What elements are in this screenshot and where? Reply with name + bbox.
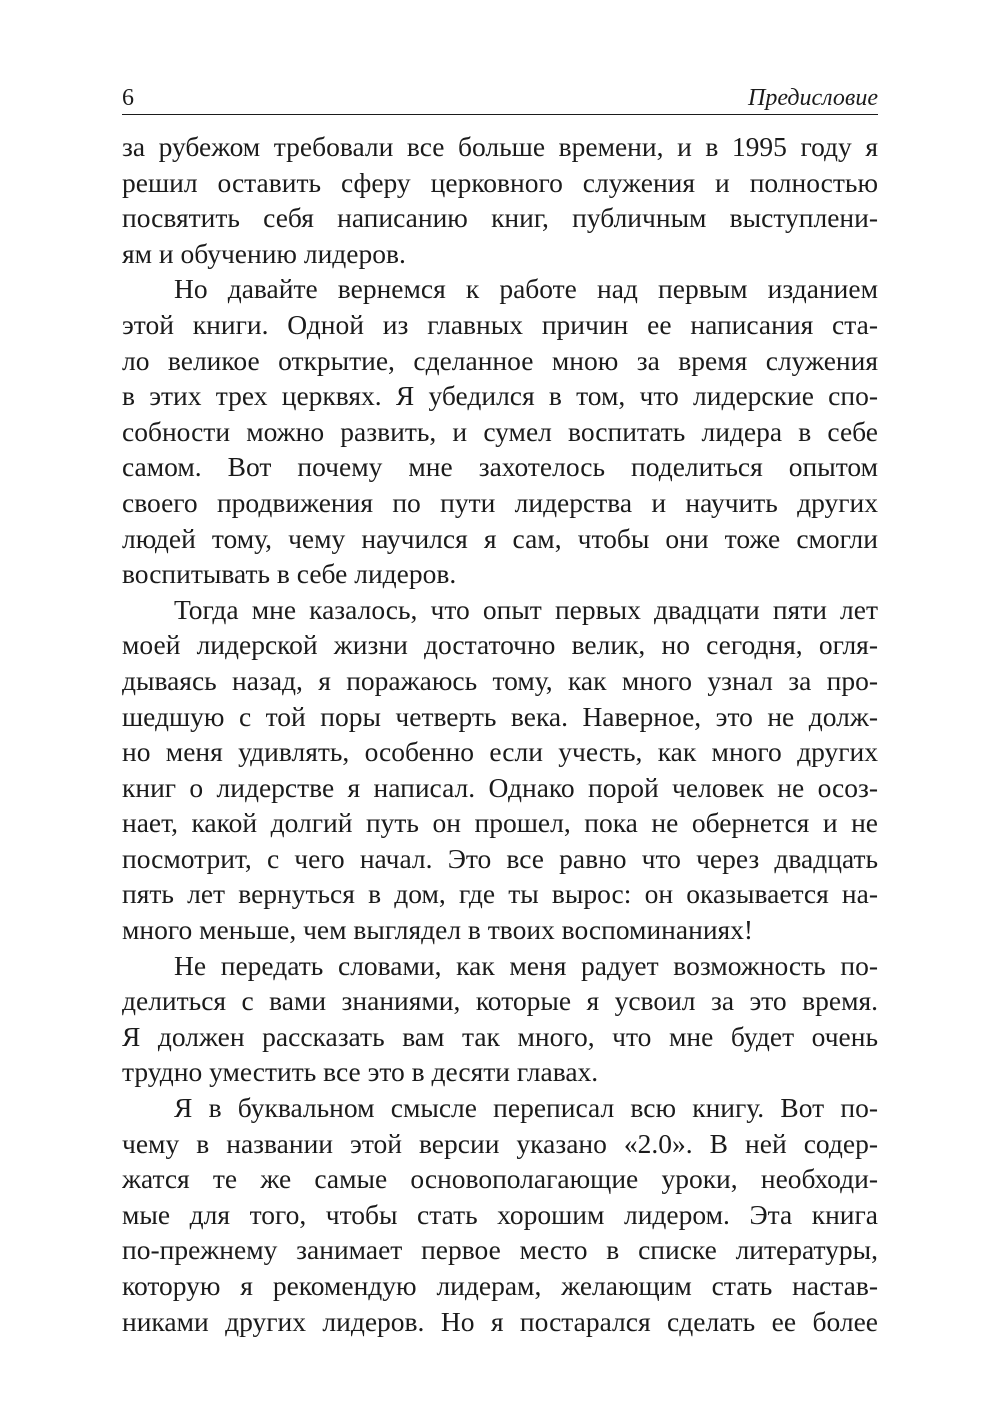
text-line: собности можно развить, и сумел воспитать лидера в себе: [122, 415, 878, 447]
text-line: но меня удивлять, особенно если учесть, как много других: [122, 736, 878, 768]
running-head: [122, 84, 878, 115]
text-line: самом. Вот почему мне захотелось поделиться опытом: [122, 451, 878, 483]
text-line: книг о лидерстве я написал. Однако порой человек не осоз-: [122, 771, 878, 803]
text-line: никами других лидеров. Но я постарался сделать ее более: [122, 1305, 878, 1337]
text-line: посмотрит, с чего начал. Это все равно что через двадцать: [122, 842, 878, 874]
text-line: ям и обучению лидеров.: [122, 237, 406, 269]
text-line: шедшую с той поры четверть века. Наверное, это не долж-: [122, 700, 878, 732]
text-line: чему в названии этой версии указано «2.0». В ней содер-: [122, 1127, 878, 1159]
text-line: своего продвижения по пути лидерства и научить других: [122, 486, 878, 518]
text-line: мые для того, чтобы стать хорошим лидером. Эта книга: [122, 1198, 878, 1230]
text-line: трудно уместить все это в десяти главах.: [122, 1056, 599, 1088]
text-line: пять лет вернуться в дом, где ты вырос: он оказывается на-: [122, 878, 878, 910]
text-line: в этих трех церквях. Я убедился в том, что лидерские спо-: [122, 380, 878, 412]
body-text: [122, 129, 878, 1339]
text-line: жатся те же самые основополагающие уроки, необходи-: [122, 1163, 878, 1195]
text-line: Не передать словами, как меня радует возможность по-: [174, 949, 878, 981]
text-line: Я должен рассказать вам так много, что мне будет очень: [122, 1020, 878, 1052]
section-title: Предисловие: [747, 85, 878, 111]
book-page: [122, 84, 878, 1339]
text-line: за рубежом требовали все больше времени, и в 1995 году я: [122, 131, 878, 162]
text-line: людей тому, чему научился я сам, чтобы они тоже смогли: [122, 522, 878, 554]
text-line: ло великое открытие, сделанное мною за время служения: [122, 344, 878, 376]
text-line: Я в буквальном смысле переписал всю книгу. Вот по-: [174, 1092, 878, 1124]
text-line: много меньше, чем выглядел в твоих воспоминаниях!: [122, 914, 754, 946]
page-number: 6: [122, 85, 134, 111]
text-line: по-прежнему занимает первое место в списке литературы,: [122, 1234, 878, 1266]
text-line: Но давайте вернемся к работе над первым изданием: [174, 273, 878, 305]
text-line: моей лидерской жизни достаточно велик, но сегодня, огля-: [122, 629, 878, 661]
text-line: воспитывать в себе лидеров.: [122, 558, 457, 590]
text-line: дываясь назад, я поражаюсь тому, как много узнал за про-: [122, 664, 878, 696]
text-line: Тогда мне казалось, что опыт первых двадцати пяти лет: [174, 593, 878, 625]
text-line: которую я рекомендую лидерам, желающим стать настав-: [122, 1270, 878, 1301]
text-line: посвятить себя написанию книг, публичным выступлени-: [122, 202, 878, 234]
text-line: этой книги. Одной из главных причин ее написания ста-: [122, 308, 878, 340]
text-line: решил оставить сферу церковного служения и полностью: [122, 166, 878, 198]
text-line: нает, какой долгий путь он прошел, пока не обернется и не: [122, 807, 878, 839]
text-line: делиться с вами знаниями, которые я усвоил за это время.: [122, 985, 878, 1017]
